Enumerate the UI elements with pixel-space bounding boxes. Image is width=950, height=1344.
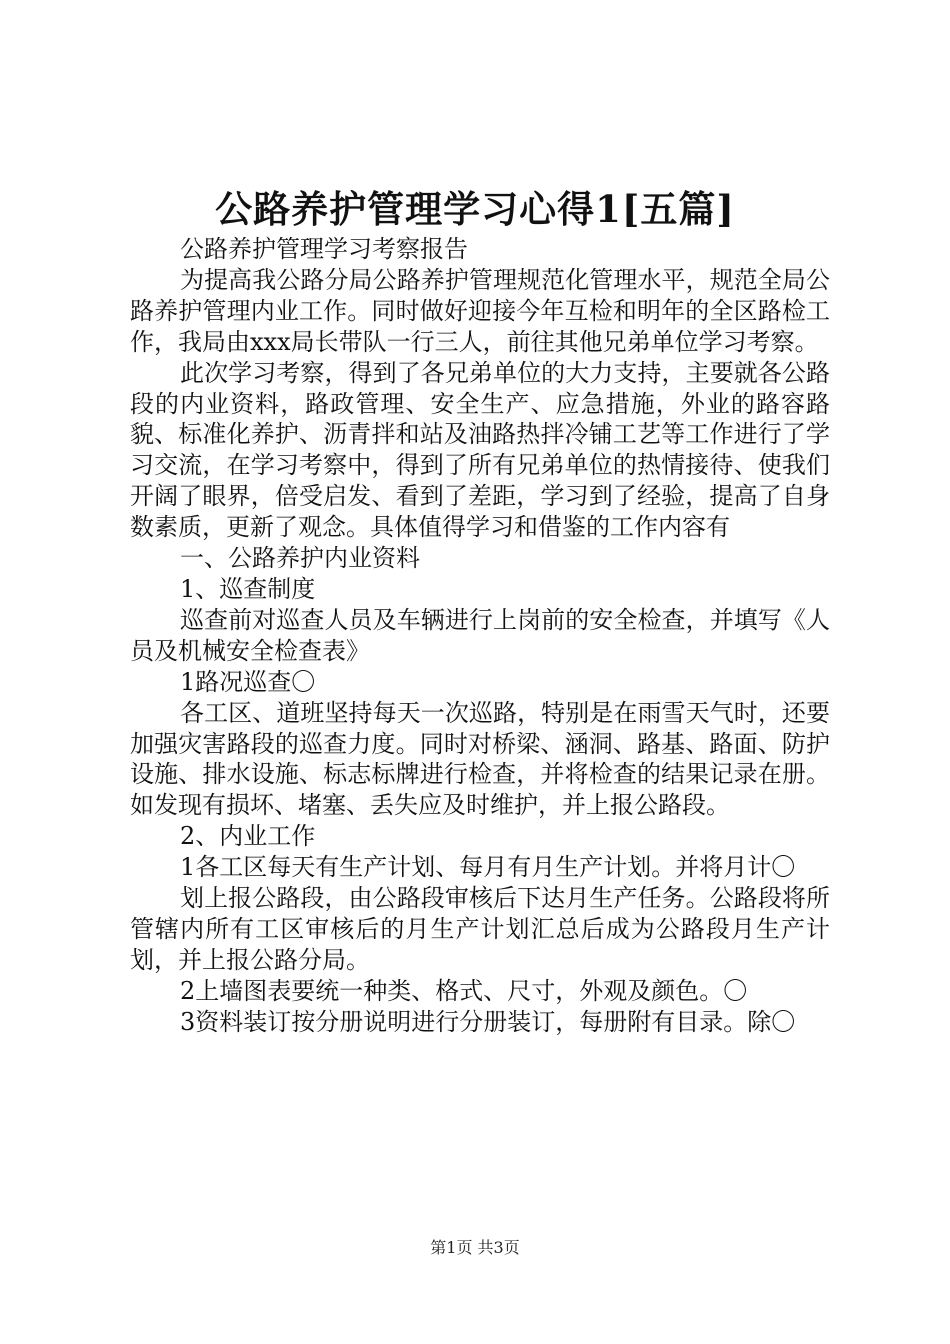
section-heading-1: 一、公路养护内业资料 xyxy=(180,544,420,573)
report-subtitle: 公路养护管理学习考察报告 xyxy=(180,235,468,263)
document-body xyxy=(130,234,830,1038)
page-footer: 第1页 共3页 xyxy=(430,1238,520,1257)
paragraph-patrol-check: 巡查前对巡查人员及车辆进行上岗前的安全检查，并填写《人员及机械安全检查表》 xyxy=(130,605,830,665)
subsection-heading-internal-work: 2、内业工作 xyxy=(180,822,316,851)
subsection-heading-patrol: 1、巡查制度 xyxy=(180,574,316,603)
paragraph-intro: 为提高我公路分局公路养护管理规范化管理水平，规范全局公路养护管理内业工作。同时做好迎接今年互检和明年的全区路检工作，我局由xxx局长带队一行三人，前往其他兄弟单位学习考察。 xyxy=(130,265,830,356)
document-title: 公路养护管理学习心得1[五篇] xyxy=(215,187,735,231)
paragraph-plan-report: 划上报公路段，由公路段审核后下达月生产任务。公路段将所管辖内所有工区审核后的月生产计划汇总后成为公路段月生产计划，并上报公路分局。 xyxy=(130,884,830,974)
paragraph-study: 此次学习考察，得到了各兄弟单位的大力支持，主要就各公路段的内业资料，路政管理、安全生产、应急措施，外业的路容路貌、标准化养护、沥青拌和站及油路热拌冷铺工艺等工作进行了学习交流，在学习考察中，得到了所有兄弟单位的热情接待、使我们开阔了眼界，倍受启发、看到了差距，学习到了经验，提高了自身数素质，更新了观念。具体值得学习和借鉴的工作内容有 xyxy=(130,358,830,542)
item-wall-charts: 2上墙图表要统一种类、格式、尺寸，外观及颜色。〇 xyxy=(180,976,748,1005)
item-production-plan: 1各工区每天有生产计划、每月有月生产计划。并将月计〇 xyxy=(180,853,796,882)
item-road-patrol: 1路况巡查〇 xyxy=(180,667,316,696)
paragraph-daily-patrol: 各工区、道班坚持每天一次巡路，特别是在雨雪天气时，还要加强灾害路段的巡查力度。同时对桥梁、涵洞、路基、路面、防护设施、排水设施、标志标牌进行检查，并将检查的结果记录在册。如发现有损坏、堵塞、丢失应及时维护，并上报公路段。 xyxy=(130,698,830,820)
item-binding: 3资料装订按分册说明进行分册装订，每册附有目录。除〇 xyxy=(180,1007,796,1036)
